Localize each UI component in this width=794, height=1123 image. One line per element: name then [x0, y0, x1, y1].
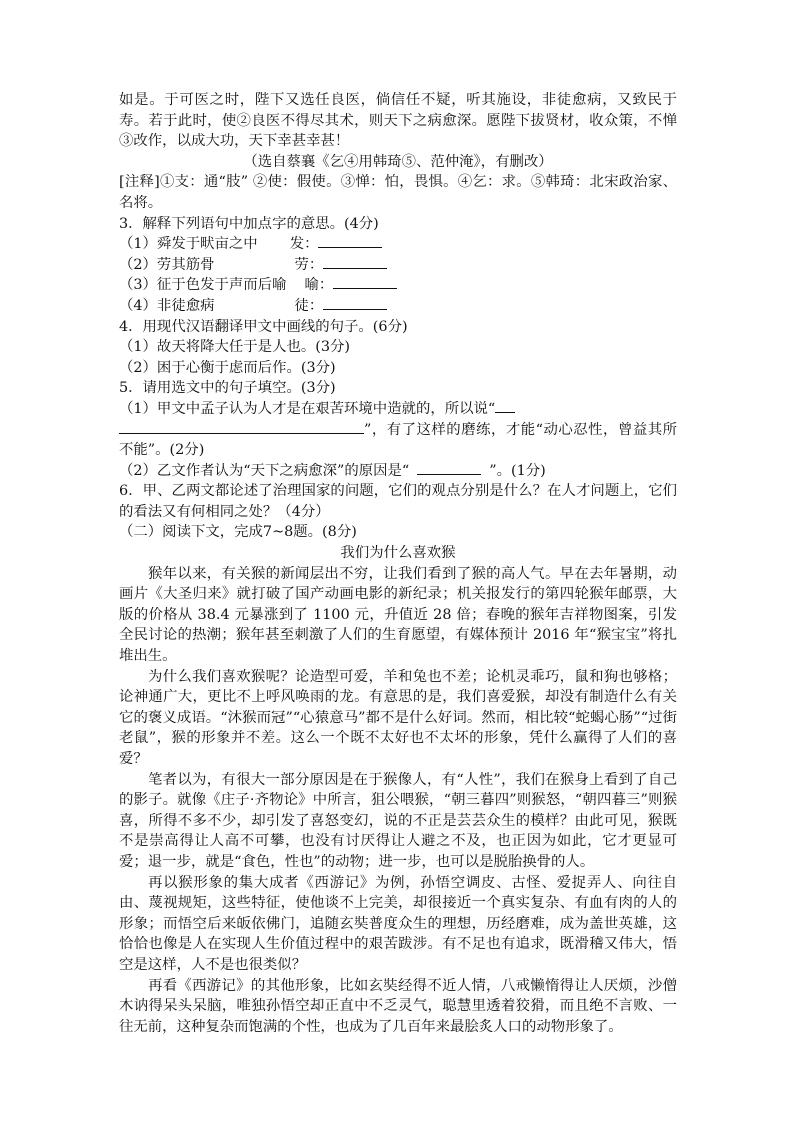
question-4-item: （2）困于心衡于虑而后作。(3分): [119, 359, 336, 376]
question-5-item: （1）甲文中孟子认为人才是在艰苦环境中造就的，所以说“ ”，有了这样的磨练，才能“动心忍性，曾益其所不能”。(2分): [119, 400, 677, 459]
question-3-item: （3）征于色发于声而后喻 喻：: [119, 275, 677, 296]
article-paragraph: 为什么我们喜欢猴呢？论造型可爱，羊和兔也不差；论机灵乖巧，鼠和狗也够格；论神通广大，更比不上呼风唤雨的龙。有意思的是，我们喜爱猴，却没有制造什么有关它的褒义成语。“沐猴而冠”“心猿意马”都不是什么好词。然而，相比较“蛇蝎心肠”“过街老鼠”，猴的形象并不差。这么一个既不太好也不太坏的形象，凭什么赢得了人们的喜爱？: [119, 668, 677, 767]
article-paragraph: 猴年以来，有关猴的新闻层出不穷，让我们看到了猴的高人气。早在去年暑期，动画片《大圣归来》就打破了国产动画电影的新纪录；机关报发行的第四轮猴年邮票，大版的价格从 38.4 元暴涨到了 1100 元，升值近 28 倍；春晚的猴年吉祥物图案，引发全民讨论的热潮；猴年甚至刺激了人们的生育愿望，有媒体预计 2016 年“猴宝宝”将扎堆出生。: [119, 565, 677, 665]
answer-blank[interactable]: [318, 235, 382, 248]
question-3-item: （4）非徒愈病 徒：: [119, 296, 677, 317]
answer-blank[interactable]: [495, 400, 515, 413]
passage-paragraph: 如是。于可医之时，陛下又选任良医，倘信任不疑，听其施设，非徒愈病，又致民于寿。若于此时，使②良医不得尽其术，则天下之病愈深。愿陛下拔贤材，收众策，不惮③改作，以成大功，天下幸甚幸甚！: [119, 92, 677, 150]
answer-blank[interactable]: [333, 276, 397, 289]
question-3-title: 3．解释下列语句中加点字的意思。(4分): [119, 215, 379, 232]
exam-page: [119, 90, 677, 1037]
question-3-item: （1）舜发于畎亩之中 发：: [119, 234, 677, 255]
question-3-item: （2）劳其筋骨 劳：: [119, 255, 677, 276]
article-paragraph: 再看《西游记》的其他形象，比如玄奘经得不近人情，八戒懒惰得让人厌烦，沙僧木讷得呆头呆脑，唯独孙悟空却正直中不乏灵气，聪慧里透着狡猾，而且绝不言败、一往无前，这种复杂而饱满的个性，也成为了几百年来最脍炙人口的动物形象了。: [119, 977, 677, 1035]
answer-blank[interactable]: [417, 462, 481, 475]
passage-source: （选自蔡襄《乞④用韩琦⑤、范仲淹》，有删改）: [243, 153, 553, 170]
question-5-item: （2）乙文作者认为“天下之病愈深”的原因是“ ”。(1分): [119, 462, 546, 479]
question-6: 6．甲、乙两文都论述了治理国家的问题，它们的观点分别是什么？在人才问题上，它们的看法又有何相同之处？（4分）: [119, 483, 677, 520]
answer-blank[interactable]: [323, 256, 387, 269]
question-4-item: （1）故天将降大任于是人也。(3分): [119, 339, 351, 356]
question-5-title: 5．请用选文中的句子填空。(3分): [119, 380, 336, 397]
answer-blank[interactable]: [119, 421, 364, 434]
part-2-title: （二）阅读下文，完成7~8题。(8分): [119, 524, 357, 541]
question-4-title: 4．用现代汉语翻译甲文中画线的句子。(6分): [119, 318, 408, 335]
article-title: 我们为什么喜欢猴: [340, 545, 456, 562]
article-paragraph: 再以猴形象的集大成者《西游记》为例，孙悟空调皮、古怪、爱捉弄人、向往自由、蔑视规矩，这些特征，使他谈不上完美，却很接近一个真实复杂、有血有肉的人的形象；而悟空后来皈依佛门，追随玄奘普度众生的理想，历经磨难，成为盖世英雄，这恰恰也像是人在实现人生价值过程中的艰苦跋涉。有不足也有追求，既滑稽又伟大，悟空是这样，人不是也很类似？: [119, 874, 677, 973]
article-paragraph: 笔者以为，有很大一部分原因是在于猴像人，有“人性”，我们在猴身上看到了自己的影子。就像《庄子·齐物论》中所言，狙公喂猴，“朝三暮四”则猴怒，“朝四暮三”则猴喜，所得不多不少，却引发了喜怒变幻，说的不正是芸芸众生的模样？由此可见，猴既不是崇高得让人高不可攀，也没有讨厌得让人避之不及，也正因为如此，它才更显可爱；退一步，就是“食色，性也”的动物；进一步，也可以是脱胎换骨的人。: [119, 771, 677, 870]
passage-notes: [注释]①支：通“肢” ②使：假使。③惮：怕，畏惧。④乞：求。⑤韩琦：北宋政治家、名将。: [119, 174, 677, 211]
answer-blank[interactable]: [323, 297, 387, 310]
